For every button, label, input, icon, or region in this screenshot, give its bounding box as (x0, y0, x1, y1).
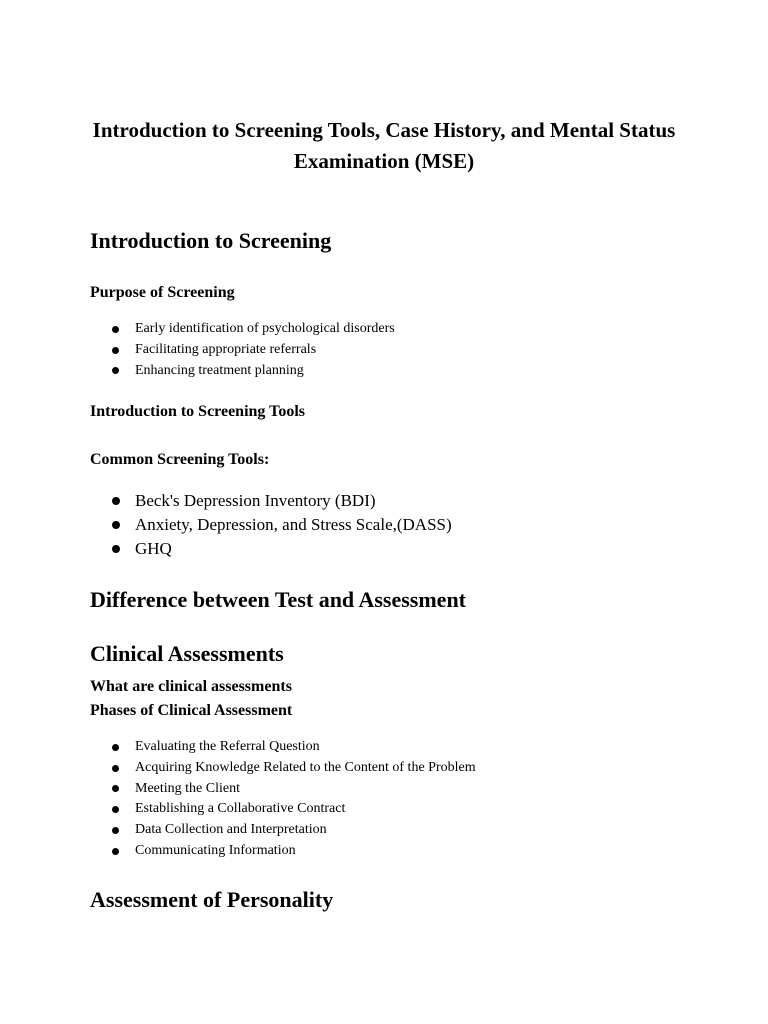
list-item (0, 820, 476, 841)
list-item (0, 779, 476, 800)
bullet-icon (112, 744, 119, 751)
list-item-text: GHQ (135, 539, 172, 558)
list-item (0, 513, 452, 537)
heading-clinical-assessments: Clinical Assessments (90, 641, 284, 666)
list-item-text: Acquiring Knowledge Related to the Content of the Problem (135, 759, 476, 775)
list-item-text: Early identification of psychological disorders (135, 321, 395, 336)
list-item-text: Facilitating appropriate referrals (135, 341, 317, 357)
bullet-icon (112, 848, 119, 855)
bullet-icon (112, 765, 119, 772)
common-tools-list (0, 489, 452, 561)
list-item (0, 319, 395, 340)
list-item-text: Enhancing treatment planning (135, 362, 304, 378)
purpose-list (0, 319, 395, 381)
list-item-text: Data Collection and Interpretation (135, 822, 327, 838)
document-title: Introduction to Screening Tools, Case History, and Mental Status Examination (MSE) (92, 118, 676, 173)
list-item-text: Beck's Depression Inventory (BDI) (135, 491, 376, 510)
heading-what-are-clinical-assessments: What are clinical assessments (90, 678, 292, 695)
list-item (0, 361, 395, 382)
heading-common-screening-tools: Common Screening Tools: (90, 451, 270, 468)
list-item-text: Anxiety, Depression, and Stress Scale,(DASS) (135, 515, 452, 534)
bullet-icon (112, 367, 119, 374)
heading-difference-test-assessment: Difference between Test and Assessment (90, 587, 467, 612)
heading-phases-of-clinical-assessment: Phases of Clinical Assessment (90, 702, 293, 719)
bullet-icon (112, 347, 119, 354)
heading-introduction-to-screening: Introduction to Screening (90, 228, 332, 253)
bullet-icon (112, 545, 120, 553)
bullet-icon (112, 326, 119, 333)
list-item-text: Communicating Information (135, 842, 296, 858)
bullet-icon (112, 827, 119, 834)
phases-list (0, 737, 476, 862)
bullet-icon (112, 785, 119, 792)
list-item (0, 537, 452, 561)
list-item-text: Meeting the Client (135, 780, 240, 796)
heading-assessment-of-personality: Assessment of Personality (90, 887, 334, 912)
list-item (0, 737, 476, 758)
list-item (0, 758, 476, 779)
heading-introduction-to-screening-tools: Introduction to Screening Tools (90, 403, 306, 420)
list-item (0, 799, 476, 820)
heading-purpose-of-screening: Purpose of Screening (90, 284, 235, 301)
bullet-icon (112, 521, 120, 529)
list-item (0, 489, 452, 513)
bullet-icon (112, 497, 120, 505)
bullet-icon (112, 806, 119, 813)
list-item-text: Establishing a Collaborative Contract (135, 801, 346, 817)
list-item-text: Evaluating the Referral Question (135, 739, 320, 754)
list-item (0, 340, 395, 361)
list-item (0, 841, 476, 862)
